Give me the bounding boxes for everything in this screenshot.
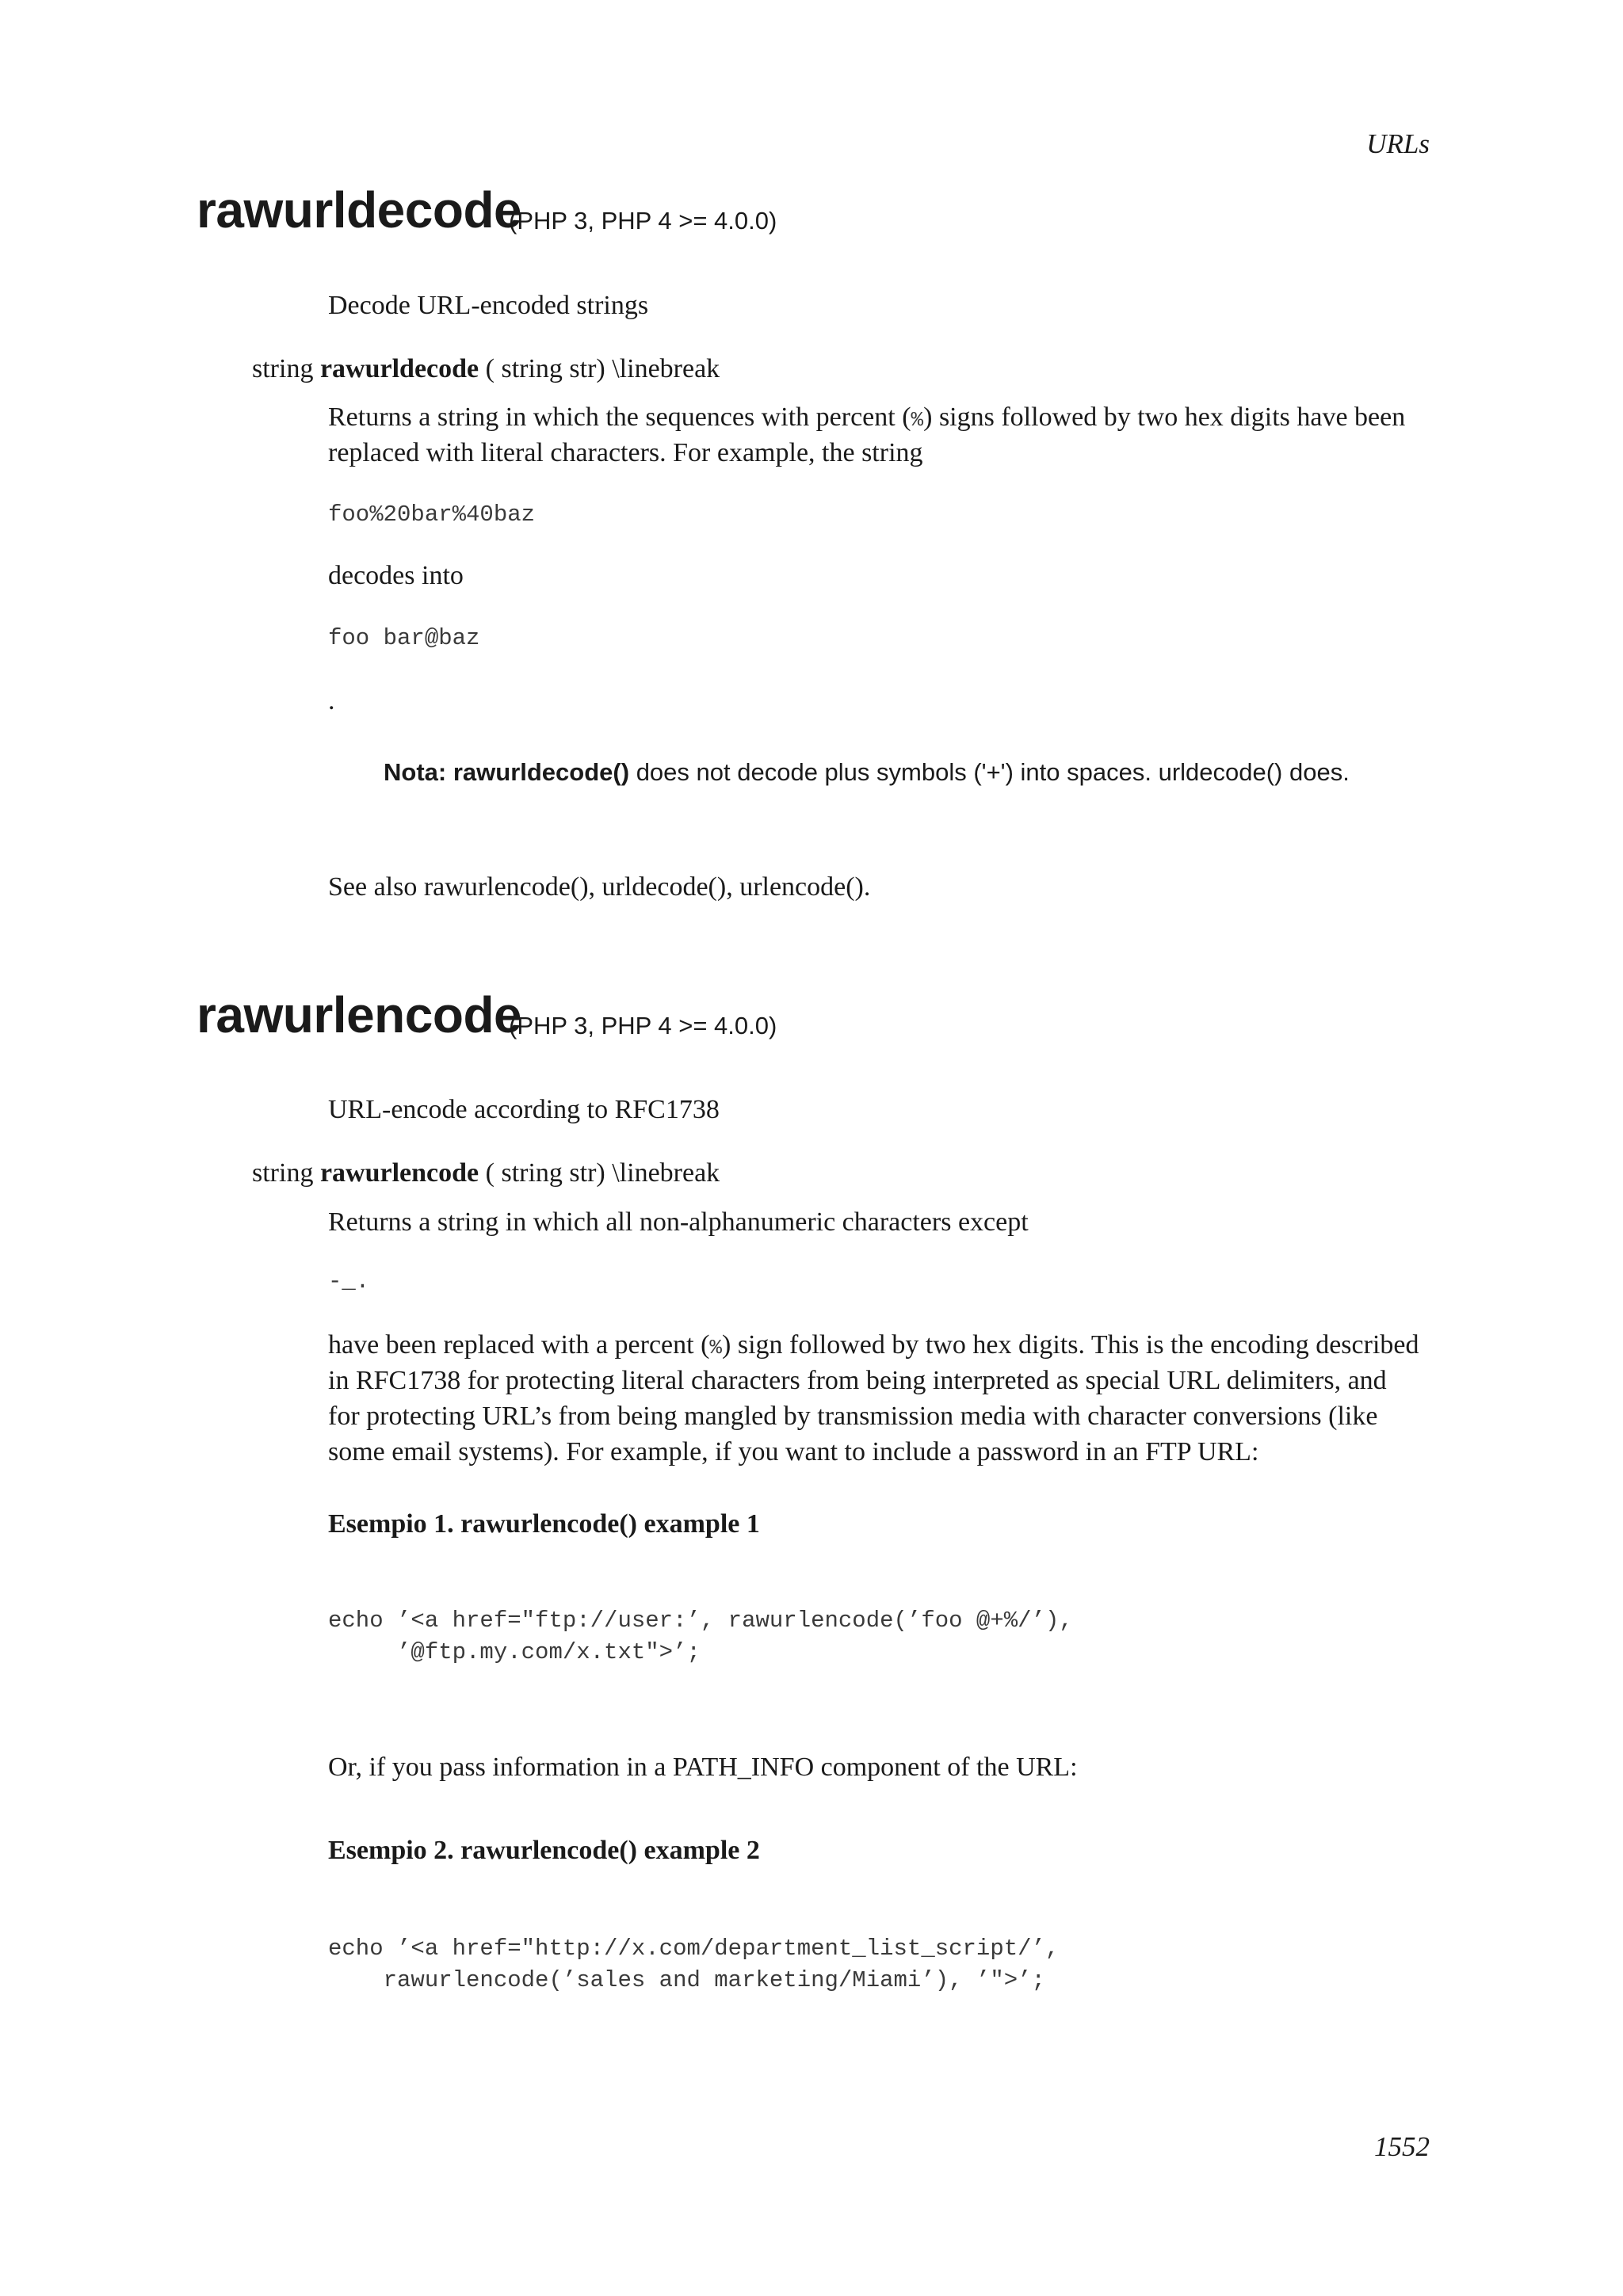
desc-text: have been replaced with a percent ( bbox=[328, 1330, 710, 1360]
path-info-text: Or, if you pass information in a PATH_INFO component of the URL: bbox=[328, 1753, 1078, 1782]
note-label: Nota: bbox=[384, 758, 447, 786]
code-encoded-example: foo%20bar%40baz bbox=[328, 502, 536, 528]
encode-description-line-4: some email systems). For example, if you want to include a password in an FTP URL: bbox=[328, 1437, 1259, 1466]
running-head: URLs bbox=[1366, 128, 1430, 159]
encode-description-line-1 bbox=[328, 1327, 1419, 1366]
encode-description-1: Returns a string in which all non-alphanumeric characters except bbox=[328, 1207, 1029, 1237]
page-number: 1552 bbox=[1374, 2131, 1430, 2162]
synopsis-type: string bbox=[252, 1158, 314, 1188]
synopsis-type: string bbox=[252, 354, 314, 383]
synopsis-args: ( string str) \linebreak bbox=[485, 1158, 720, 1188]
synopsis-rawurldecode bbox=[252, 354, 720, 384]
note bbox=[384, 758, 1350, 787]
desc-text: Returns a string in which the sequences with percent ( bbox=[328, 402, 911, 432]
synopsis-function-name: rawurlencode bbox=[319, 1158, 479, 1188]
function-title-rawurlencode: rawurlencode bbox=[197, 986, 522, 1043]
synopsis-args: ( string str) \linebreak bbox=[485, 354, 720, 383]
desc-text: ) signs followed by two hex digits have been bbox=[923, 402, 1406, 432]
see-also: See also rawurlencode(), urldecode(), urlencode(). bbox=[328, 872, 871, 902]
description-line-1 bbox=[328, 399, 1405, 438]
example-1-code: echo ’<a href="ftp://user:’, rawurlencode(’foo @+%/’), ’@ftp.my.com/x.txt">’; bbox=[328, 1608, 1073, 1665]
description-line-2: replaced with literal characters. For example, the string bbox=[328, 438, 923, 467]
purpose-rawurlencode: URL-encode according to RFC1738 bbox=[328, 1095, 720, 1124]
synopsis-function-name: rawurldecode bbox=[319, 354, 479, 383]
example-2-title: Esempio 2. rawurlencode() example 2 bbox=[328, 1836, 760, 1865]
percent-sign: % bbox=[911, 408, 924, 432]
example-2-code: echo ’<a href="http://x.com/department_list_script/’, rawurlencode(’sales and marketing/Miami’), ’">’; bbox=[328, 1936, 1060, 1993]
example-1-title: Esempio 1. rawurlencode() example 1 bbox=[328, 1509, 760, 1539]
function-version-rawurldecode: (PHP 3, PHP 4 >= 4.0.0) bbox=[509, 207, 777, 235]
encode-description-line-2: in RFC1738 for protecting literal characters from being interpreted as special URL delimiters, and bbox=[328, 1366, 1387, 1395]
encode-description-line-3: for protecting URL’s from being mangled by transmission media with character conversions (like bbox=[328, 1402, 1378, 1431]
desc-text: ) sign followed by two hex digits. This is the encoding described bbox=[722, 1330, 1419, 1360]
note-function: rawurldecode() bbox=[453, 758, 630, 786]
code-allowed-chars: -_. bbox=[328, 1268, 370, 1295]
function-title-rawurldecode: rawurldecode bbox=[197, 181, 522, 238]
note-text: does not decode plus symbols ('+') into spaces. urldecode() does. bbox=[636, 758, 1350, 786]
purpose-rawurldecode: Decode URL-encoded strings bbox=[328, 291, 649, 320]
decodes-into-text: decodes into bbox=[328, 561, 464, 590]
synopsis-rawurlencode bbox=[252, 1158, 720, 1188]
code-decoded-example: foo bar@baz bbox=[328, 625, 480, 651]
percent-sign: % bbox=[709, 1336, 723, 1360]
period: . bbox=[328, 686, 335, 715]
function-version-rawurlencode: (PHP 3, PHP 4 >= 4.0.0) bbox=[509, 1012, 777, 1039]
